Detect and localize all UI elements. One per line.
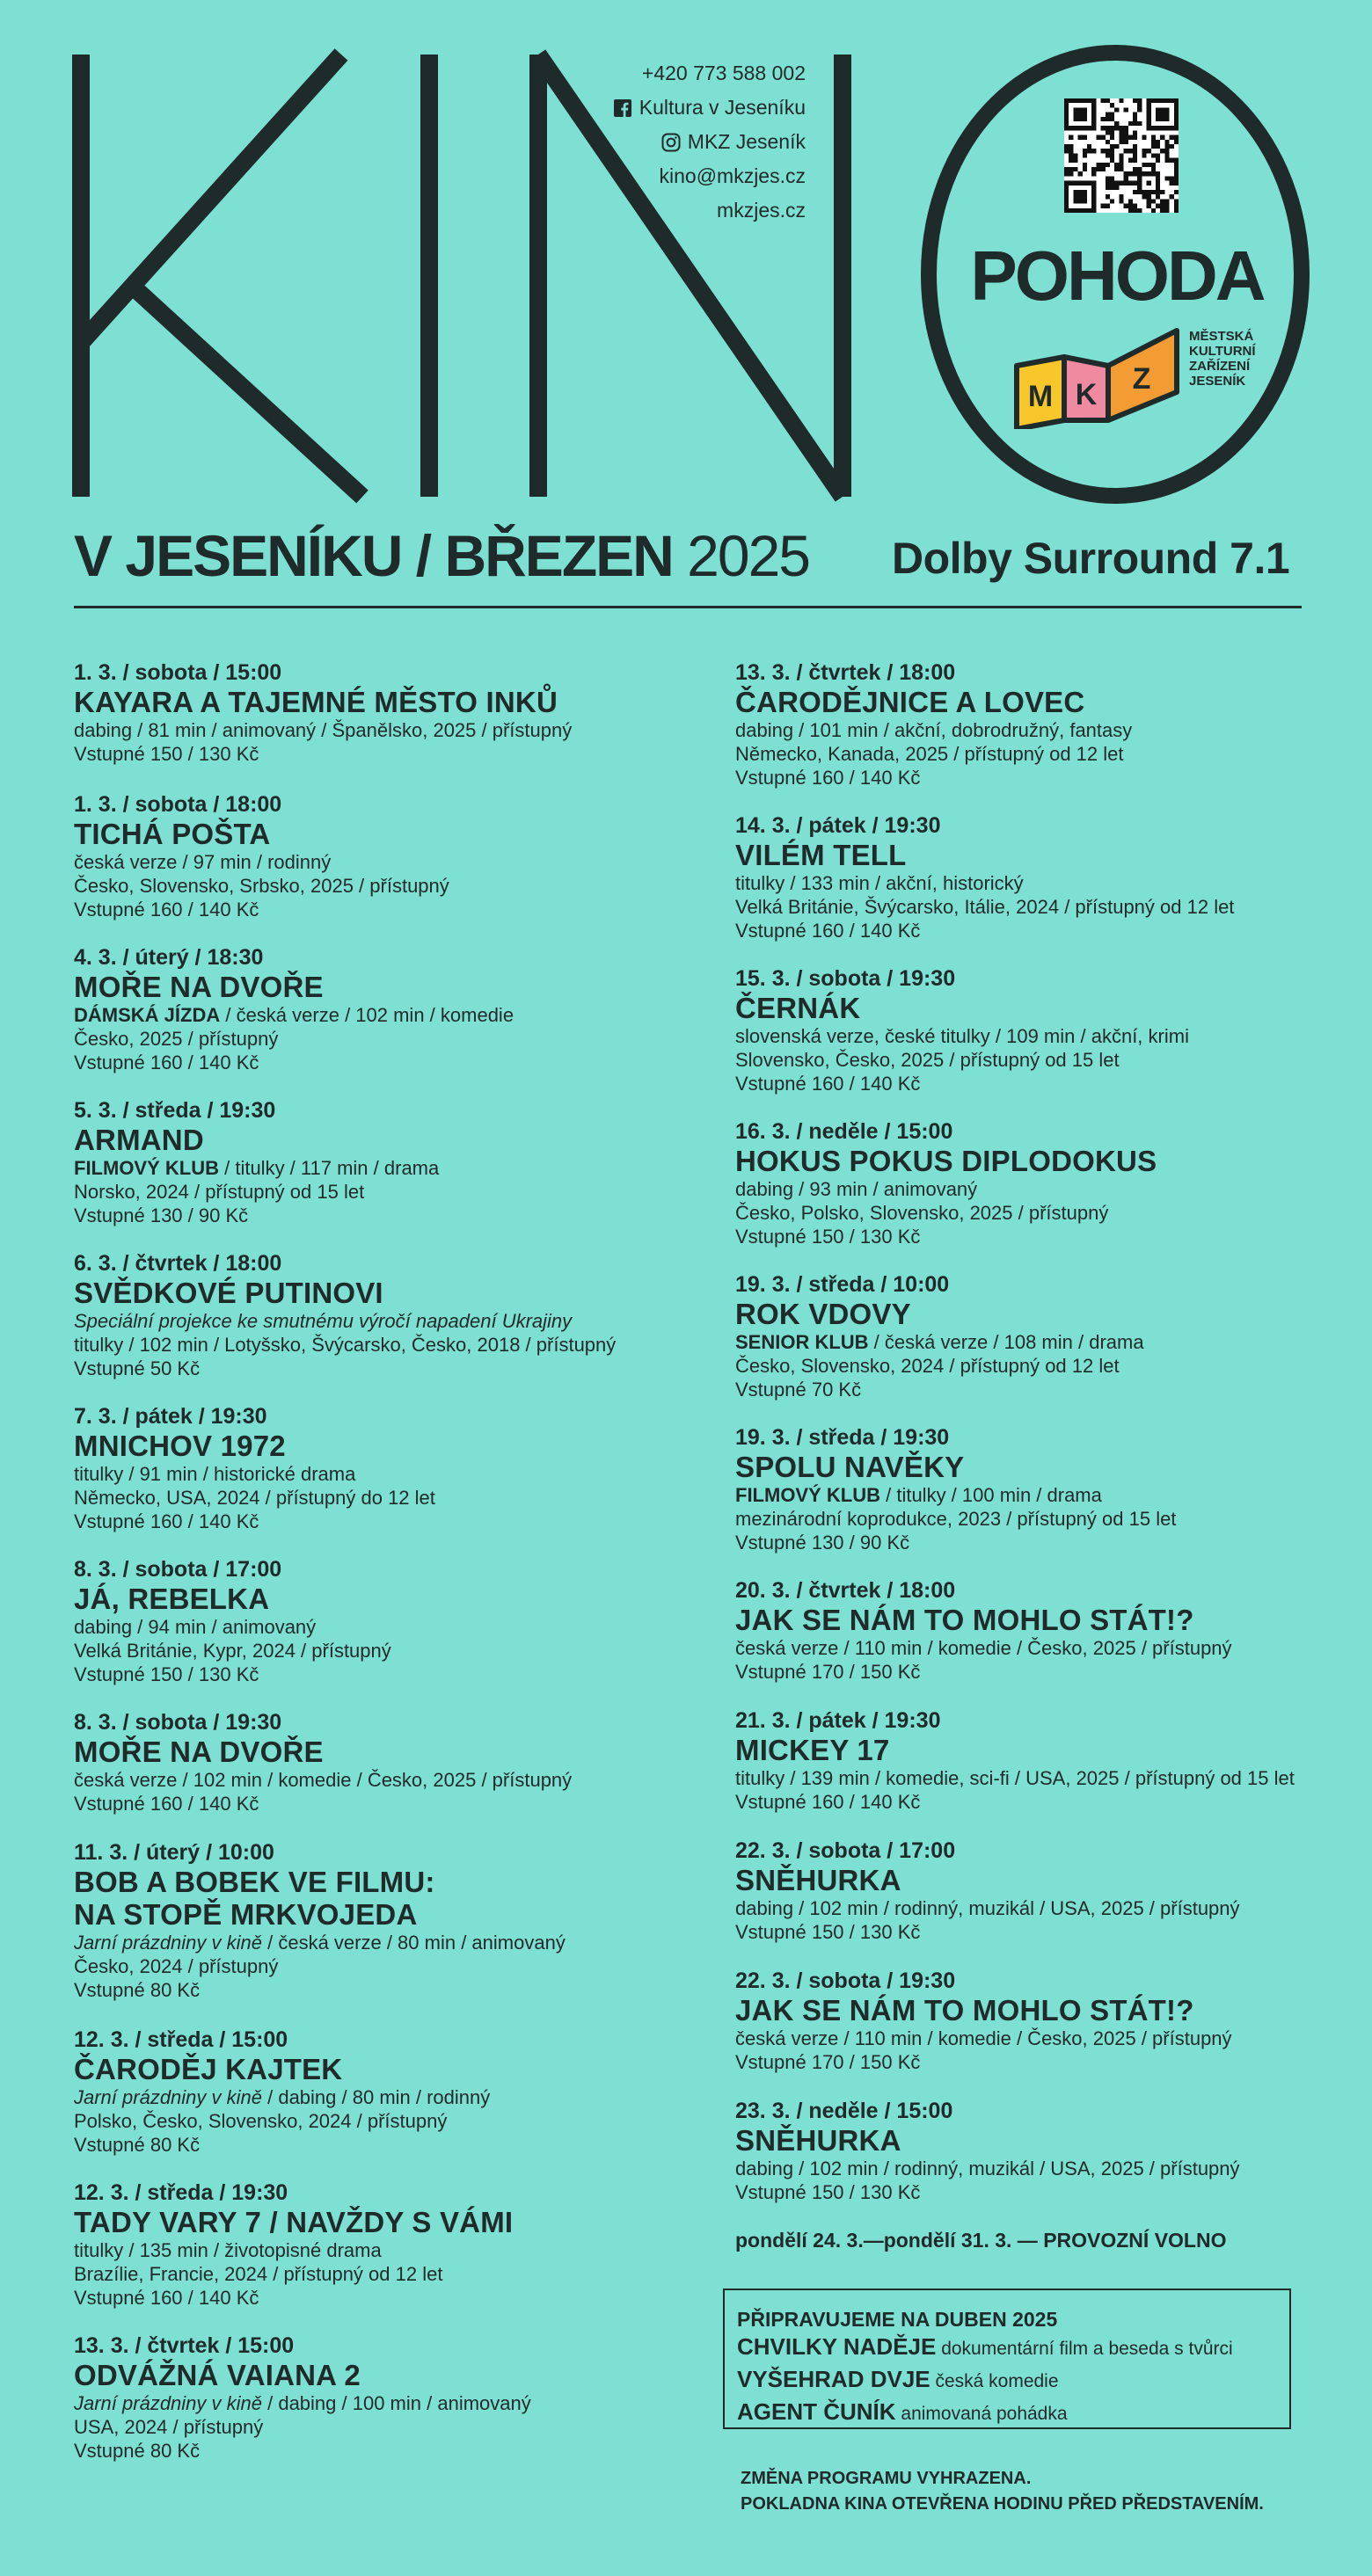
screening-info: dabing / 93 min / animovaný: [735, 1178, 978, 1200]
screening[interactable]: [735, 1424, 1351, 1554]
screening-origin: Česko, Polsko, Slovensko, 2025 / přístupný: [735, 1202, 1109, 1224]
letter-k-leg: [132, 286, 362, 497]
screening-price: Vstupné 160 / 140 Kč: [74, 1052, 259, 1073]
contact-phone[interactable]: +420 773 588 002: [641, 62, 806, 84]
screening[interactable]: [74, 1709, 707, 1816]
screening-note: Jarní prázdniny v kině: [74, 2392, 262, 2414]
screening-date: 7. 3. / pátek / 19:30: [74, 1404, 267, 1429]
screening[interactable]: [735, 1577, 1351, 1684]
screening-title[interactable]: VILÉM TELL: [735, 839, 907, 871]
screening-date: 5. 3. / středa / 19:30: [74, 1098, 276, 1123]
screening-date: 6. 3. / čtvrtek / 18:00: [74, 1251, 282, 1276]
screening-origin: USA, 2024 / přístupný: [74, 2416, 264, 2438]
screening-date: 22. 3. / sobota / 19:30: [735, 1968, 956, 1993]
upcoming-heading: PŘIPRAVUJEME NA DUBEN 2025: [737, 2308, 1058, 2331]
screening-info: titulky / 133 min / akční, historický: [735, 872, 1024, 894]
screening[interactable]: [74, 659, 707, 766]
screening-date: 15. 3. / sobota / 19:30: [735, 966, 956, 991]
screening-info: slovenská verze, české titulky / 109 min / akční, krimi: [735, 1025, 1189, 1047]
qr-code[interactable]: [1064, 98, 1179, 213]
screening-title[interactable]: MOŘE NA DVOŘE: [74, 1736, 324, 1768]
screening-date: 16. 3. / neděle / 15:00: [735, 1119, 953, 1144]
screening-info: SENIOR KLUB / česká verze / 108 min / drama: [735, 1331, 1144, 1353]
screening-date: 22. 3. / sobota / 17:00: [735, 1838, 956, 1863]
screening-origin: Polsko, Česko, Slovensko, 2024 / přístupný: [74, 2110, 448, 2132]
screening-origin: Norsko, 2024 / přístupný od 15 let: [74, 1181, 365, 1203]
screening-info: titulky / 91 min / historické drama: [74, 1463, 356, 1485]
screening-origin: Česko, Slovensko, 2024 / přístupný od 12 let: [735, 1355, 1120, 1377]
screening-price: Vstupné 150 / 130 Kč: [74, 743, 259, 765]
screening[interactable]: [74, 1403, 707, 1533]
screening-title[interactable]: SNĚHURKA: [735, 1864, 901, 1896]
screening-date: 8. 3. / sobota / 17:00: [74, 1557, 282, 1582]
screening-price: Vstupné 150 / 130 Kč: [735, 1921, 921, 1943]
screening[interactable]: [735, 1118, 1351, 1248]
screening-title-line2[interactable]: NA STOPĚ MRKVOJEDA: [74, 1898, 418, 1931]
screening-info: DÁMSKÁ JÍZDA / česká verze / 102 min / komedie: [74, 1004, 514, 1026]
screening-price: Vstupné 160 / 140 Kč: [735, 767, 921, 789]
screening-title[interactable]: SVĚDKOVÉ PUTINOVI: [74, 1277, 383, 1309]
screening-date: 11. 3. / úterý / 10:00: [74, 1840, 274, 1865]
screening-title[interactable]: ODVÁŽNÁ VAIANA 2: [74, 2359, 361, 2391]
club-label: FILMOVÝ KLUB: [735, 1484, 880, 1506]
screening-price: Vstupné 150 / 130 Kč: [735, 1226, 921, 1248]
screening-date: 1. 3. / sobota / 15:00: [74, 660, 282, 685]
screening-price: Vstupné 160 / 140 Kč: [74, 1793, 259, 1815]
club-label: SENIOR KLUB: [735, 1331, 869, 1353]
letter-k-arm: [81, 55, 341, 343]
screening-title[interactable]: ČERNÁK: [735, 992, 861, 1024]
screening-price: Vstupné 170 / 150 Kč: [735, 1661, 921, 1683]
screening-date: 12. 3. / středa / 15:00: [74, 2027, 288, 2052]
contact-block: [545, 56, 806, 228]
screening-price: Vstupné 160 / 140 Kč: [74, 899, 259, 921]
screening-date: 19. 3. / středa / 19:30: [735, 1425, 950, 1450]
screening-origin: Německo, Kanada, 2025 / přístupný od 12 let: [735, 743, 1124, 765]
screening-title[interactable]: TICHÁ POŠTA: [74, 818, 271, 850]
screening-info: dabing / 81 min / animovaný / Španělsko, 2025 / přístupný: [74, 719, 573, 741]
screening-origin: Česko, 2025 / přístupný: [74, 1028, 279, 1050]
screening-origin: Slovensko, Česko, 2025 / přístupný od 15 let: [735, 1049, 1120, 1071]
screening-origin: Česko, Slovensko, Srbsko, 2025 / přístupný: [74, 875, 449, 897]
screening-title[interactable]: ARMAND: [74, 1124, 204, 1156]
screening-title[interactable]: KAYARA A TAJEMNÉ MĚSTO INKŮ: [74, 686, 558, 718]
screening-title[interactable]: JAK SE NÁM TO MOHLO STÁT!?: [735, 1994, 1194, 2027]
contact-facebook[interactable]: Kultura v Jeseníku: [545, 91, 806, 125]
screening-price: Vstupné 80 Kč: [74, 2134, 201, 2156]
screening-title[interactable]: BOB A BOBEK VE FILMU:: [74, 1866, 435, 1898]
screening-date: 21. 3. / pátek / 19:30: [735, 1708, 941, 1733]
screening-info: česká verze / 110 min / komedie / Česko, 2025 / přístupný: [735, 1637, 1232, 1659]
screening[interactable]: [74, 1839, 707, 2002]
screening-price: Vstupné 160 / 140 Kč: [735, 920, 921, 942]
screening-note: Speciální projekce ke smutnému výročí napadení Ukrajiny: [74, 1310, 573, 1332]
upcoming-item[interactable]: VYŠEHRAD DVJE česká komedie: [737, 2366, 1059, 2392]
screening[interactable]: [735, 1837, 1351, 1944]
screening[interactable]: [735, 1707, 1351, 1814]
screening-date: 13. 3. / čtvrtek / 18:00: [735, 660, 956, 685]
screening-price: Vstupné 80 Kč: [74, 1979, 201, 2001]
upcoming-box: [723, 2289, 1291, 2429]
screening-date: 13. 3. / čtvrtek / 15:00: [74, 2333, 295, 2358]
screening-info: Jarní prázdniny v kině / dabing / 100 min / animovaný: [74, 2392, 531, 2414]
club-label: DÁMSKÁ JÍZDA: [74, 1004, 221, 1026]
mkz-logo-text: MĚSTSKÁ KULTURNÍ ZAŘÍZENÍ JESENÍK: [1189, 329, 1256, 389]
screening-title[interactable]: JÁ, REBELKA: [74, 1583, 270, 1615]
screening[interactable]: [74, 1250, 707, 1380]
screening[interactable]: [735, 1968, 1351, 2074]
facebook-icon: [613, 98, 632, 118]
logo-letter-z: Z: [1132, 362, 1151, 396]
screening[interactable]: [735, 812, 1351, 942]
screening-price: Vstupné 80 Kč: [74, 2440, 201, 2462]
screening-title[interactable]: JAK SE NÁM TO MOHLO STÁT!?: [735, 1604, 1194, 1636]
screening-title[interactable]: TADY VARY 7 / NAVŽDY S VÁMI: [74, 2206, 514, 2238]
screening[interactable]: [735, 659, 1351, 790]
club-label: FILMOVÝ KLUB: [74, 1157, 219, 1179]
screening[interactable]: [735, 1271, 1351, 1401]
screening-date: 14. 3. / pátek / 19:30: [735, 813, 941, 838]
screening-title[interactable]: HOKUS POKUS DIPLODOKUS: [735, 1145, 1157, 1177]
screening[interactable]: [74, 1556, 707, 1686]
screening[interactable]: [74, 2332, 707, 2463]
screening-origin: mezinárodní koprodukce, 2023 / přístupný od 15 let: [735, 1508, 1177, 1530]
cinema-brand-name: POHODA: [970, 236, 1264, 315]
screening-info: dabing / 101 min / akční, dobrodružný, fantasy: [735, 719, 1133, 741]
screening[interactable]: [74, 791, 707, 921]
screening[interactable]: [74, 944, 707, 1074]
screening[interactable]: [735, 2098, 1351, 2204]
contact-email[interactable]: kino@mkzjes.cz: [659, 164, 806, 187]
program-change-note: ZMĚNA PROGRAMU VYHRAZENA.: [741, 2469, 1032, 2488]
screening-price: Vstupné 70 Kč: [735, 1379, 862, 1401]
screening-origin: Německo, USA, 2024 / přístupný do 12 let: [74, 1487, 435, 1509]
screening-title[interactable]: MOŘE NA DVOŘE: [74, 971, 324, 1003]
screening-info: dabing / 94 min / animovaný: [74, 1616, 317, 1638]
screening-date: 20. 3. / čtvrtek / 18:00: [735, 1578, 956, 1603]
screening-price: Vstupné 150 / 130 Kč: [74, 1663, 259, 1685]
screening-date: 19. 3. / středa / 10:00: [735, 1272, 950, 1297]
screening-title[interactable]: SPOLU NAVĚKY: [735, 1451, 965, 1483]
screening-date: 4. 3. / úterý / 18:30: [74, 945, 264, 970]
screening[interactable]: [74, 2179, 707, 2310]
screening[interactable]: [74, 1097, 707, 1227]
screening-price: Vstupné 160 / 140 Kč: [74, 1510, 259, 1532]
screening-price: Vstupné 150 / 130 Kč: [735, 2181, 921, 2203]
screening-price: Vstupné 170 / 150 Kč: [735, 2051, 921, 2073]
screening-info: FILMOVÝ KLUB / titulky / 117 min / drama: [74, 1157, 440, 1179]
footer-notes: [741, 2466, 1264, 2517]
contact-instagram[interactable]: MKZ Jeseník: [545, 125, 806, 159]
screening-info: titulky / 102 min / Lotyšsko, Švýcarsko, Česko, 2018 / přístupný: [74, 1334, 617, 1356]
screening-title[interactable]: MICKEY 17: [735, 1734, 890, 1766]
screening-price: Vstupné 130 / 90 Kč: [74, 1204, 249, 1226]
screening-date: 8. 3. / sobota / 19:30: [74, 1710, 282, 1735]
header-divider: [74, 606, 1302, 608]
box-office-note: POKLADNA KINA OTEVŘENA HODINU PŘED PŘEDSTAVENÍM.: [741, 2494, 1264, 2514]
instagram-icon: [661, 133, 681, 152]
screening-price: Vstupné 50 Kč: [74, 1357, 201, 1379]
logo-letter-m: M: [1027, 380, 1054, 413]
screening-date: 23. 3. / neděle / 15:00: [735, 2099, 953, 2123]
screening-note: Jarní prázdniny v kině: [74, 2086, 262, 2108]
screening-info: titulky / 139 min / komedie, sci-fi / USA, 2025 / přístupný od 15 let: [735, 1767, 1295, 1789]
screening-info: česká verze / 102 min / komedie / Česko, 2025 / přístupný: [74, 1769, 573, 1791]
screening-title[interactable]: MNICHOV 1972: [74, 1430, 286, 1462]
screening-origin: Velká Británie, Švýcarsko, Itálie, 2024 / přístupný od 12 let: [735, 896, 1235, 918]
screening-date: 12. 3. / středa / 19:30: [74, 2180, 288, 2205]
screening-info: titulky / 135 min / životopisné drama: [74, 2239, 382, 2261]
screening-info: česká verze / 97 min / rodinný: [74, 851, 332, 873]
screening-info: Jarní prázdniny v kině / česká verze / 80 min / animovaný: [74, 1932, 566, 1954]
mkz-logo-icon: [1010, 324, 1186, 429]
screening-title[interactable]: ČARODĚJNICE A LOVEC: [735, 686, 1085, 718]
screening[interactable]: [74, 2027, 707, 2157]
screening-info: dabing / 102 min / rodinný, muzikál / USA, 2025 / přístupný: [735, 1897, 1240, 1919]
screening-info: FILMOVÝ KLUB / titulky / 100 min / drama: [735, 1484, 1102, 1506]
page-subtitle: V JESENÍKU / BŘEZEN 2025: [74, 523, 809, 588]
screening-title[interactable]: SNĚHURKA: [735, 2124, 901, 2157]
screening[interactable]: [735, 965, 1351, 1095]
screening-origin: Česko, 2024 / přístupný: [74, 1955, 279, 1977]
contact-web[interactable]: mkzjes.cz: [717, 199, 806, 222]
screening-title[interactable]: ČARODĚJ KAJTEK: [74, 2053, 343, 2085]
closure-notice: pondělí 24. 3.—pondělí 31. 3. — PROVOZNÍ VOLNO: [735, 2229, 1227, 2252]
screening-price: Vstupné 160 / 140 Kč: [735, 1073, 921, 1095]
screening-price: Vstupné 160 / 140 Kč: [735, 1791, 921, 1813]
screening-info: dabing / 102 min / rodinný, muzikál / USA, 2025 / přístupný: [735, 2158, 1240, 2179]
screening-origin: Velká Británie, Kypr, 2024 / přístupný: [74, 1640, 391, 1662]
screening-note: Jarní prázdniny v kině: [74, 1932, 262, 1954]
screening-info: Jarní prázdniny v kině / dabing / 80 min / rodinný: [74, 2086, 491, 2108]
screening-origin: Brazílie, Francie, 2024 / přístupný od 12 let: [74, 2263, 443, 2285]
screening-date: 1. 3. / sobota / 18:00: [74, 792, 282, 817]
sound-system-label: Dolby Surround 7.1: [892, 534, 1290, 583]
upcoming-item[interactable]: CHVILKY NADĚJE dokumentární film a beseda s tvůrci: [737, 2333, 1233, 2360]
upcoming-item[interactable]: AGENT ČUNÍK animovaná pohádka: [737, 2398, 1068, 2425]
screening-info: česká verze / 110 min / komedie / Česko, 2025 / přístupný: [735, 2027, 1232, 2049]
logo-letter-k: K: [1075, 378, 1098, 411]
screening-title[interactable]: ROK VDOVY: [735, 1298, 911, 1330]
screening-price: Vstupné 130 / 90 Kč: [735, 1532, 910, 1554]
screening-price: Vstupné 160 / 140 Kč: [74, 2287, 259, 2309]
